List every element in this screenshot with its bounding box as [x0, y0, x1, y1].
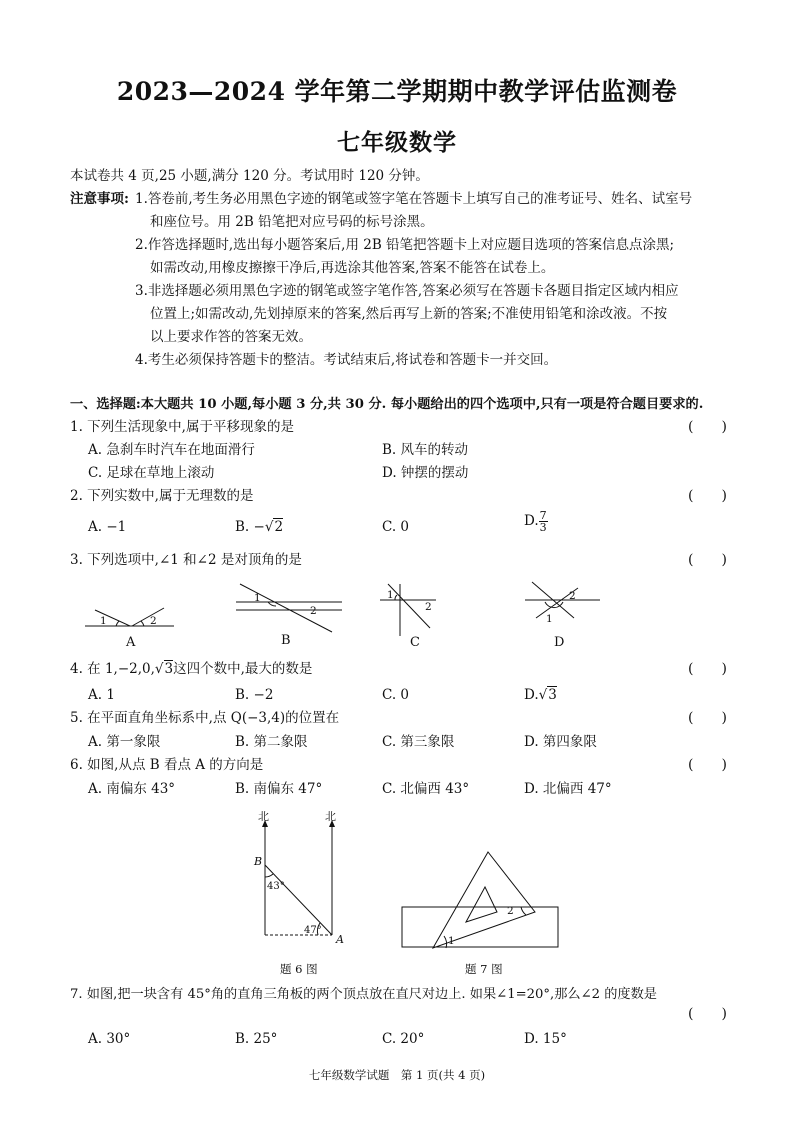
figure-6-caption: 题 6 图 — [280, 962, 318, 976]
fraction — [539, 510, 548, 533]
option-d-prefix: D. — [524, 687, 539, 703]
q7-option-c[interactable]: C. 20° — [382, 1031, 425, 1047]
fraction-denominator: 3 — [539, 521, 547, 534]
q3-figure-d[interactable] — [525, 582, 600, 618]
question-2-stem: 2. 下列实数中,属于无理数的是 — [70, 488, 254, 504]
q4-option-a[interactable]: A. 1 — [88, 687, 115, 703]
note-line: 1.答卷前,考生务必用黑色字迹的钢笔或签字笔在答题卡上填写自己的准考证号、姓名、试室号 — [135, 191, 693, 207]
q2-option-a[interactable]: A. −1 — [88, 519, 127, 535]
question-1-stem: 1. 下列生活现象中,属于平移现象的是 — [70, 419, 294, 435]
note-line: 以上要求作答的答案无效。 — [150, 329, 312, 345]
q5-option-b[interactable]: B. 第二象限 — [235, 734, 308, 750]
exam-subject: 七年级数学 — [337, 129, 457, 156]
stem-suffix: 这四个数中,最大的数是 — [173, 661, 313, 677]
figure-label-a: A — [126, 635, 136, 650]
note-line: 如需改动,用橡皮擦擦干净后,再选涂其他答案,答案不能答在试卷上。 — [150, 260, 555, 276]
q5-option-d[interactable]: D. 第四象限 — [524, 734, 597, 750]
north-label: 北 — [258, 810, 269, 823]
angle-label-1: 1 — [254, 592, 261, 604]
answer-paren[interactable]: ( ) — [688, 419, 727, 435]
q1-option-b[interactable]: B. 风车的转动 — [382, 442, 469, 458]
figure-label-b: B — [281, 633, 291, 648]
figure-6 — [265, 823, 332, 935]
fraction-numerator: 7 — [539, 509, 547, 522]
question-3-stem: 3. 下列选项中,∠1 和∠2 是对顶角的是 — [70, 552, 302, 568]
radicand: 2 — [274, 519, 284, 535]
angle-1-label: 1 — [448, 935, 455, 947]
q7-option-a[interactable]: A. 30° — [88, 1031, 131, 1047]
section-heading: 一、选择题:本大题共 10 小题,每小题 3 分,共 30 分. 每小题给出的四个选项中,只有一项是符合题目要求的. — [70, 397, 704, 412]
radicand: 3 — [548, 687, 557, 703]
q6-option-c[interactable]: C. 北偏西 43° — [382, 781, 470, 797]
question-7-stem: 7. 如图,把一块含有 45°角的直角三角板的两个顶点放在直尺对边上. 如果∠1=20°,那么∠2 的度数是 — [70, 987, 657, 1002]
note-line: 位置上;如需改动,先划掉原来的答案,然后再写上新的答案;不准使用铅笔和涂改液。不按 — [150, 306, 668, 322]
q1-option-d[interactable]: D. 钟摆的摆动 — [382, 465, 469, 481]
q2-option-d[interactable] — [524, 510, 548, 533]
figure-label-d: D — [554, 635, 565, 650]
q7-option-d[interactable]: D. 15° — [524, 1031, 567, 1047]
point-a-label: A — [336, 933, 344, 946]
option-d-prefix: D. — [524, 513, 539, 529]
note-line: 2.作答选择题时,选出每小题答案后,用 2B 铅笔把答题卡上对应题目选项的答案信息点涂黑; — [135, 237, 675, 253]
q6-option-b[interactable]: B. 南偏东 47° — [235, 781, 323, 797]
figures-6-7 — [240, 805, 570, 980]
q2-option-c[interactable]: C. 0 — [382, 519, 410, 535]
answer-paren[interactable]: ( ) — [688, 488, 727, 504]
stem-prefix: 4. 在 1,−2,0, — [70, 661, 155, 677]
angle-47-label: 47° — [304, 925, 322, 936]
answer-paren[interactable]: ( ) — [688, 1006, 727, 1022]
answer-paren[interactable]: ( ) — [688, 710, 727, 726]
north-label: 北 — [325, 810, 336, 823]
q6-option-a[interactable]: A. 南偏东 43° — [88, 781, 176, 797]
angle-label-1: 1 — [546, 613, 553, 625]
q4-option-d[interactable]: D.√3 — [524, 687, 557, 703]
question-5-stem: 5. 在平面直角坐标系中,点 Q(−3,4)的位置在 — [70, 710, 340, 726]
note-line: 3.非选择题必须用黑色字迹的钢笔或签字笔作答,答案必须写在答题卡各题目指定区域内相应 — [135, 283, 679, 299]
q3-figures — [70, 572, 710, 652]
page-footer: 七年级数学试题 第 1 页(共 4 页) — [308, 1068, 486, 1082]
q4-option-b[interactable]: B. −2 — [235, 687, 274, 703]
question-4-stem: 4. 在 1,−2,0,√3这四个数中,最大的数是 — [70, 661, 313, 677]
angle-label-2: 2 — [425, 601, 432, 613]
q3-figure-a[interactable] — [85, 608, 174, 626]
notes-label: 注意事项: — [70, 191, 129, 207]
figure-7 — [402, 852, 558, 948]
angle-label-2: 2 — [310, 605, 317, 617]
note-line: 4.考生必须保持答题卡的整洁。考试结束后,将试卷和答题卡一并交回。 — [135, 352, 558, 368]
angle-label-2: 2 — [150, 615, 157, 627]
answer-paren[interactable]: ( ) — [688, 757, 727, 773]
exam-title: 2023—2024 学年第二学期期中教学评估监测卷 — [116, 77, 678, 106]
question-6-stem: 6. 如图,从点 B 看点 A 的方向是 — [70, 757, 264, 773]
note-line: 和座位号。用 2B 铅笔把对应号码的标号涂黑。 — [150, 214, 434, 230]
q5-option-c[interactable]: C. 第三象限 — [382, 734, 455, 750]
answer-paren[interactable]: ( ) — [688, 552, 727, 568]
option-b-prefix: B. − — [235, 519, 265, 535]
q6-option-d[interactable]: D. 北偏西 47° — [524, 781, 612, 797]
point-b-label: B — [254, 855, 263, 868]
q1-option-a[interactable]: A. 急刹车时汽车在地面滑行 — [88, 442, 255, 458]
angle-label-2: 2 — [569, 590, 576, 602]
angle-label-1: 1 — [387, 589, 394, 601]
q5-option-a[interactable]: A. 第一象限 — [88, 734, 161, 750]
exam-intro: 本试卷共 4 页,25 小题,满分 120 分。考试用时 120 分钟。 — [70, 168, 429, 184]
q3-figure-b[interactable] — [236, 584, 342, 632]
radicand: 3 — [164, 661, 174, 677]
answer-paren[interactable]: ( ) — [688, 661, 727, 677]
angle-2-label: 2 — [507, 905, 514, 917]
q4-option-c[interactable]: C. 0 — [382, 687, 410, 703]
figure-label-c: C — [410, 635, 420, 650]
q7-option-b[interactable]: B. 25° — [235, 1031, 278, 1047]
q1-option-c[interactable]: C. 足球在草地上滚动 — [88, 465, 215, 481]
angle-label-1: 1 — [100, 615, 107, 627]
angle-43-label: 43° — [267, 881, 285, 892]
figure-7-caption: 题 7 图 — [465, 962, 503, 976]
q2-option-b[interactable]: B. −√2 — [235, 519, 284, 535]
